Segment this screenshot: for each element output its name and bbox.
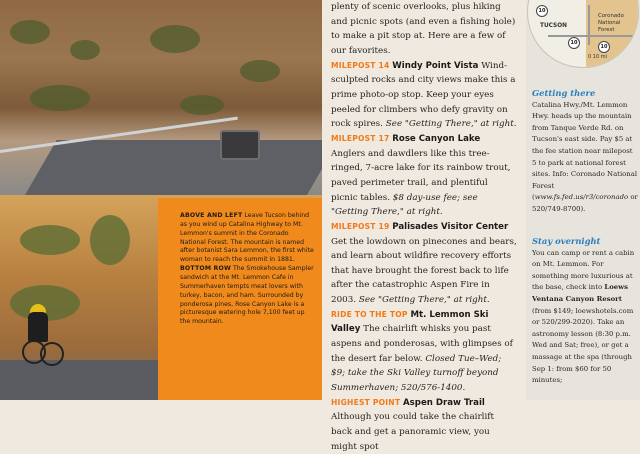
highway-shield-icon: 10 — [598, 41, 610, 53]
caption-text-above-left: Leave Tucson behind as you wind up Catalina Highway to Mt. Lemmon's summit in the Coronado National Forest. The mountain is named after botanist Sara Lemmon, the first white woman to reach the summit in 1881. — [180, 212, 314, 264]
map-forest-label: Coronado National Forest — [598, 13, 624, 33]
caption-label-above-left: ABOVE AND LEFT — [180, 212, 243, 219]
photo-caption — [158, 198, 322, 400]
catalina-highway-photo — [0, 0, 322, 195]
stay-overnight-heading: Stay overnight — [532, 236, 601, 246]
truck — [220, 130, 260, 160]
highway-shield-icon: 10 — [568, 37, 580, 49]
caption-label-bottom-row: BOTTOM ROW — [180, 265, 231, 273]
entry-rose-canyon-lake: MILEPOST 17 Rose Canyon Lake Anglers and dawdlers like this tree-ringed, 7-acre lake for its rainbow trout, paved perimeter trail, and plentiful picnic tables. $8 day-use fee; see "Getting There," at right. — [331, 133, 511, 218]
entry-palisades-visitor-center: MILEPOST 19 Palisades Visitor Center Get the lowdown on pinecones and bears, and learn about wildfire recovery efforts that have brought the forest back to life after the catastrophic Aspen Fire in 2003. See "Getting There," at right. — [331, 221, 517, 306]
stay-overnight-box: Stay overnight You can camp or rent a cabin on Mt. Lemmon. For something more luxurious at the base, check into Loews Ventana Canyon Resort (from $149; loewshotels.com or 520/299-2020). Take an astronomy lesson (8:30 p.m. Wed and Sat; free), or get a massage at the spa (through Sep 1: from $60 for 50 minutes; — [532, 236, 638, 387]
getting-there-box: Getting there Catalina Hwy./Mt. Lemmon Hwy. heads up the mountain from Tanque Verde Rd. on Tucson's east side. Pay $5 at the fee station near milepost 5 to park at national forest sites. Info: Coronado National Forest (www.fs.fed.us/r3/coronado or 520/749-8700). — [532, 88, 638, 213]
entry-aspen-draw-trail: HIGHEST POINT Aspen Draw Trail Although you could take the chairlift back and get a panoramic view, you might spot — [331, 397, 494, 452]
map-scale: 0 10 mi — [588, 54, 607, 60]
cyclist — [28, 312, 48, 342]
entry-ski-valley: RIDE TO THE TOP Mt. Lemmon Ski Valley The chairlift whisks you past aspens and ponderosas, with glimpses of the desert far below. Closed Tue–Wed; $9; take the Ski Valley turnoff beyond Summerhaven; 520/576-1400. — [331, 309, 513, 394]
highway-shield-icon: 10 — [536, 5, 548, 17]
resort-name: Loews Ventana Canyon Resort — [532, 283, 628, 303]
forest-service-link[interactable]: www.fs.fed.us/r3/coronado — [534, 193, 629, 202]
getting-there-heading: Getting there — [532, 88, 596, 98]
caption-text-bottom-row: The Smokehouse Sampler sandwich at the Mt. Lemmon Cafe in Summerhaven tempts meat lovers with turkey, bacon, and ham. Surrounded by ponderosa pines, Rose Canyon Lake is a picturesque watering hole 7,100 feet up the mountain. — [180, 265, 314, 326]
map-city-label: TUCSON — [540, 23, 567, 29]
article-column — [331, 0, 517, 452]
article-intro: plenty of scenic overlooks, plus hiking and picnic spots (and even a fishing hole) to make a pit stop at. Here are a few of our favorites. — [331, 2, 516, 56]
entry-windy-point: MILEPOST 14 Windy Point Vista Wind-sculpted rocks and city views make this a prime photo-op stop. Keep your eyes peeled for climbers who defy gravity on rock spires. See "Getting There," at right. — [331, 60, 517, 130]
